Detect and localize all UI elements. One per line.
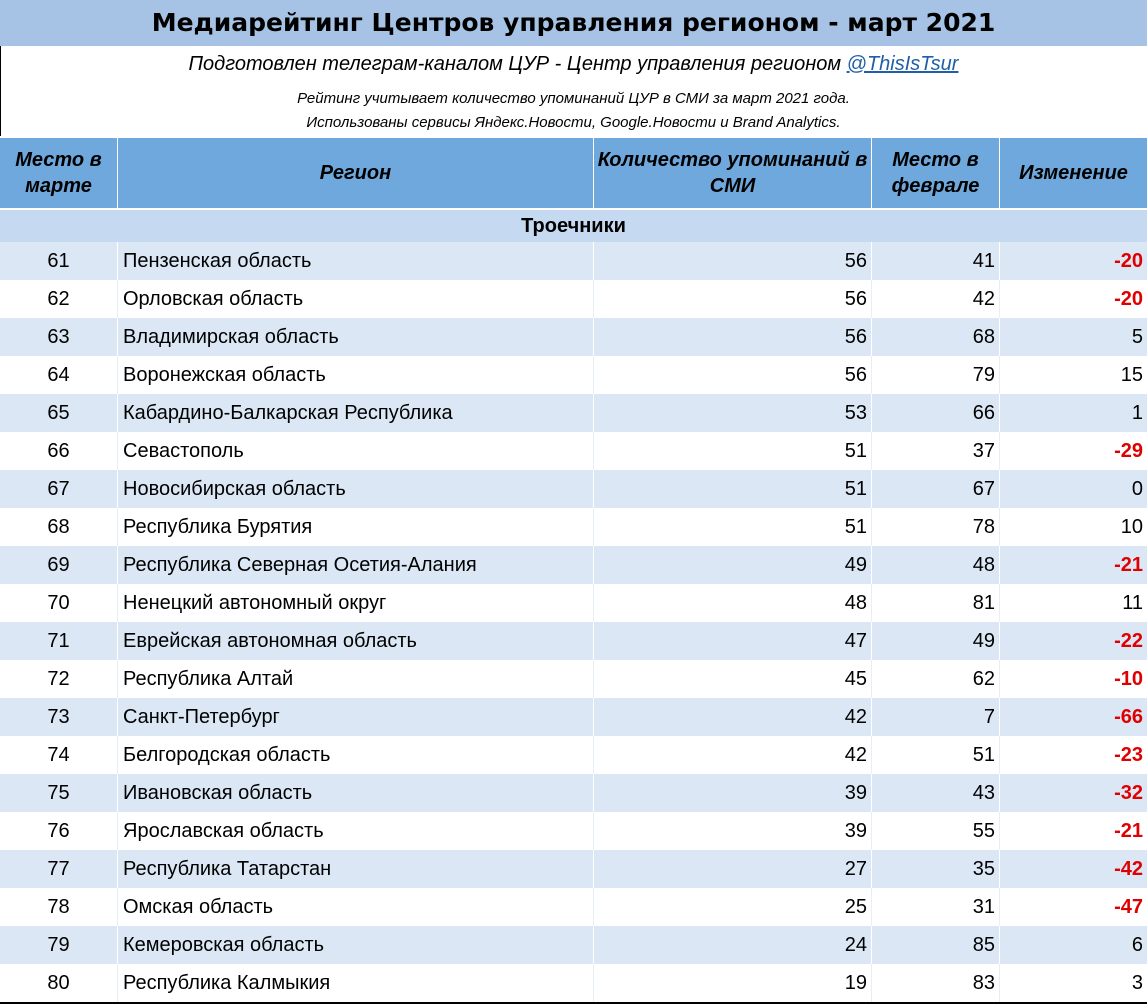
cell-rank: 76 [0,812,118,850]
cell-feb-rank: 78 [872,508,1000,546]
cell-feb-rank: 62 [872,660,1000,698]
cell-mentions: 56 [594,318,872,356]
cell-feb-rank: 81 [872,584,1000,622]
cell-mentions: 49 [594,546,872,584]
cell-change: 1 [1131,402,1143,424]
cell-mentions: 19 [594,964,872,1002]
table-row [0,888,1147,926]
cell-feb-rank: 37 [872,432,1000,470]
table-row [0,926,1147,964]
table-row [0,850,1147,888]
page-title: Медиарейтинг Центров управления регионом - март 2021 [0,0,1147,46]
cell-rank: 78 [0,888,118,926]
cell-feb-rank: 79 [872,356,1000,394]
cell-change: -22 [1114,630,1143,652]
cell-region: Республика Татарстан [118,850,594,888]
cell-mentions: 56 [594,242,872,280]
col-header-region: Регион [118,138,594,208]
cell-rank: 73 [0,698,118,736]
cell-region: Республика Бурятия [118,508,594,546]
cell-region: Ивановская область [118,774,594,812]
cell-change: -21 [1114,820,1143,842]
cell-feb-rank: 31 [872,888,1000,926]
cell-change: -10 [1114,668,1143,690]
cell-change: -20 [1114,250,1143,272]
cell-change: -20 [1114,288,1143,310]
cell-rank: 65 [0,394,118,432]
col-header-change: Изменение [1019,162,1128,184]
cell-region: Омская область [118,888,594,926]
cell-feb-rank: 85 [872,926,1000,964]
cell-mentions: 48 [594,584,872,622]
cell-region: Орловская область [118,280,594,318]
table-row [0,356,1147,394]
table-row [0,660,1147,698]
cell-region: Республика Алтай [118,660,594,698]
cell-mentions: 25 [594,888,872,926]
col-header-mentions: Количество упоминаний в СМИ [594,138,872,208]
cell-region: Воронежская область [118,356,594,394]
table-row [0,280,1147,318]
cell-feb-rank: 49 [872,622,1000,660]
cell-region: Республика Северная Осетия-Алания [118,546,594,584]
cell-region: Ярославская область [118,812,594,850]
table-row [0,622,1147,660]
cell-feb-rank: 42 [872,280,1000,318]
cell-change: 6 [1131,934,1143,956]
cell-mentions: 56 [594,280,872,318]
table-row [0,394,1147,432]
cell-rank: 62 [0,280,118,318]
cell-mentions: 51 [594,432,872,470]
cell-feb-rank: 55 [872,812,1000,850]
cell-rank: 61 [0,242,118,280]
cell-rank: 68 [0,508,118,546]
cell-mentions: 45 [594,660,872,698]
cell-change: 3 [1131,972,1143,994]
cell-change: 11 [1122,592,1143,614]
table-row [0,470,1147,508]
cell-mentions: 42 [594,698,872,736]
table-row [0,698,1147,736]
cell-region: Новосибирская область [118,470,594,508]
cell-region: Владимирская область [118,318,594,356]
cell-rank: 70 [0,584,118,622]
section-title: Троечники [0,210,1147,242]
cell-mentions: 47 [594,622,872,660]
subtitle [0,50,1147,78]
cell-rank: 64 [0,356,118,394]
cell-change: -47 [1114,896,1143,918]
cell-change: -23 [1114,744,1143,766]
cell-mentions: 51 [594,470,872,508]
note-sources: Использованы сервисы Яндекс.Новости, Google.Новости и Brand Analytics. [306,114,841,131]
cell-mentions: 56 [594,356,872,394]
cell-rank: 77 [0,850,118,888]
cell-region: Республика Калмыкия [118,964,594,1002]
table-row [0,432,1147,470]
cell-mentions: 39 [594,812,872,850]
cell-feb-rank: 43 [872,774,1000,812]
cell-feb-rank: 35 [872,850,1000,888]
cell-mentions: 39 [594,774,872,812]
cell-change: -32 [1114,782,1143,804]
telegram-handle-link[interactable]: @ThisIsTsur [846,53,959,75]
table-body [0,242,1147,1002]
cell-feb-rank: 83 [872,964,1000,1002]
table-row [0,318,1147,356]
cell-change: 10 [1120,516,1143,538]
cell-rank: 75 [0,774,118,812]
cell-rank: 69 [0,546,118,584]
cell-rank: 79 [0,926,118,964]
note-period: Рейтинг учитывает количество упоминаний ЦУР в СМИ за март 2021 года. [297,90,850,107]
cell-region: Ненецкий автономный округ [118,584,594,622]
cell-rank: 67 [0,470,118,508]
cell-change: 0 [1131,478,1143,500]
cell-region: Севастополь [118,432,594,470]
cell-region: Кабардино-Балкарская Республика [118,394,594,432]
cell-region: Кемеровская область [118,926,594,964]
table-header [0,138,1147,210]
cell-mentions: 24 [594,926,872,964]
cell-change: 15 [1120,364,1143,386]
cell-rank: 66 [0,432,118,470]
cell-mentions: 53 [594,394,872,432]
cell-feb-rank: 48 [872,546,1000,584]
cell-rank: 63 [0,318,118,356]
cell-feb-rank: 66 [872,394,1000,432]
cell-feb-rank: 68 [872,318,1000,356]
table-row [0,774,1147,812]
cell-change: -21 [1114,554,1143,576]
col-header-rank: Место в марте [0,138,118,208]
table-row [0,584,1147,622]
cell-region: Еврейская автономная область [118,622,594,660]
table-row [0,242,1147,280]
cell-rank: 74 [0,736,118,774]
cell-region: Санкт-Петербург [118,698,594,736]
cell-feb-rank: 7 [872,698,1000,736]
cell-region: Пензенская область [118,242,594,280]
cell-feb-rank: 51 [872,736,1000,774]
cell-mentions: 42 [594,736,872,774]
table-row [0,736,1147,774]
cell-change: -66 [1114,706,1143,728]
rating-table [0,138,1147,1004]
table-row [0,964,1147,1002]
subtitle-text: Подготовлен телеграм-каналом ЦУР - Центр управления регионом [188,53,842,75]
table-row [0,508,1147,546]
table-row [0,812,1147,850]
cell-rank: 80 [0,964,118,1002]
cell-rank: 71 [0,622,118,660]
cell-change: -29 [1114,440,1143,462]
cell-mentions: 51 [594,508,872,546]
cell-feb-rank: 67 [872,470,1000,508]
cell-change: 5 [1131,326,1143,348]
cell-change: -42 [1114,858,1143,880]
col-header-feb-rank: Место в феврале [872,138,1000,208]
cell-region: Белгородская область [118,736,594,774]
cell-feb-rank: 41 [872,242,1000,280]
cell-rank: 72 [0,660,118,698]
cell-mentions: 27 [594,850,872,888]
table-row [0,546,1147,584]
